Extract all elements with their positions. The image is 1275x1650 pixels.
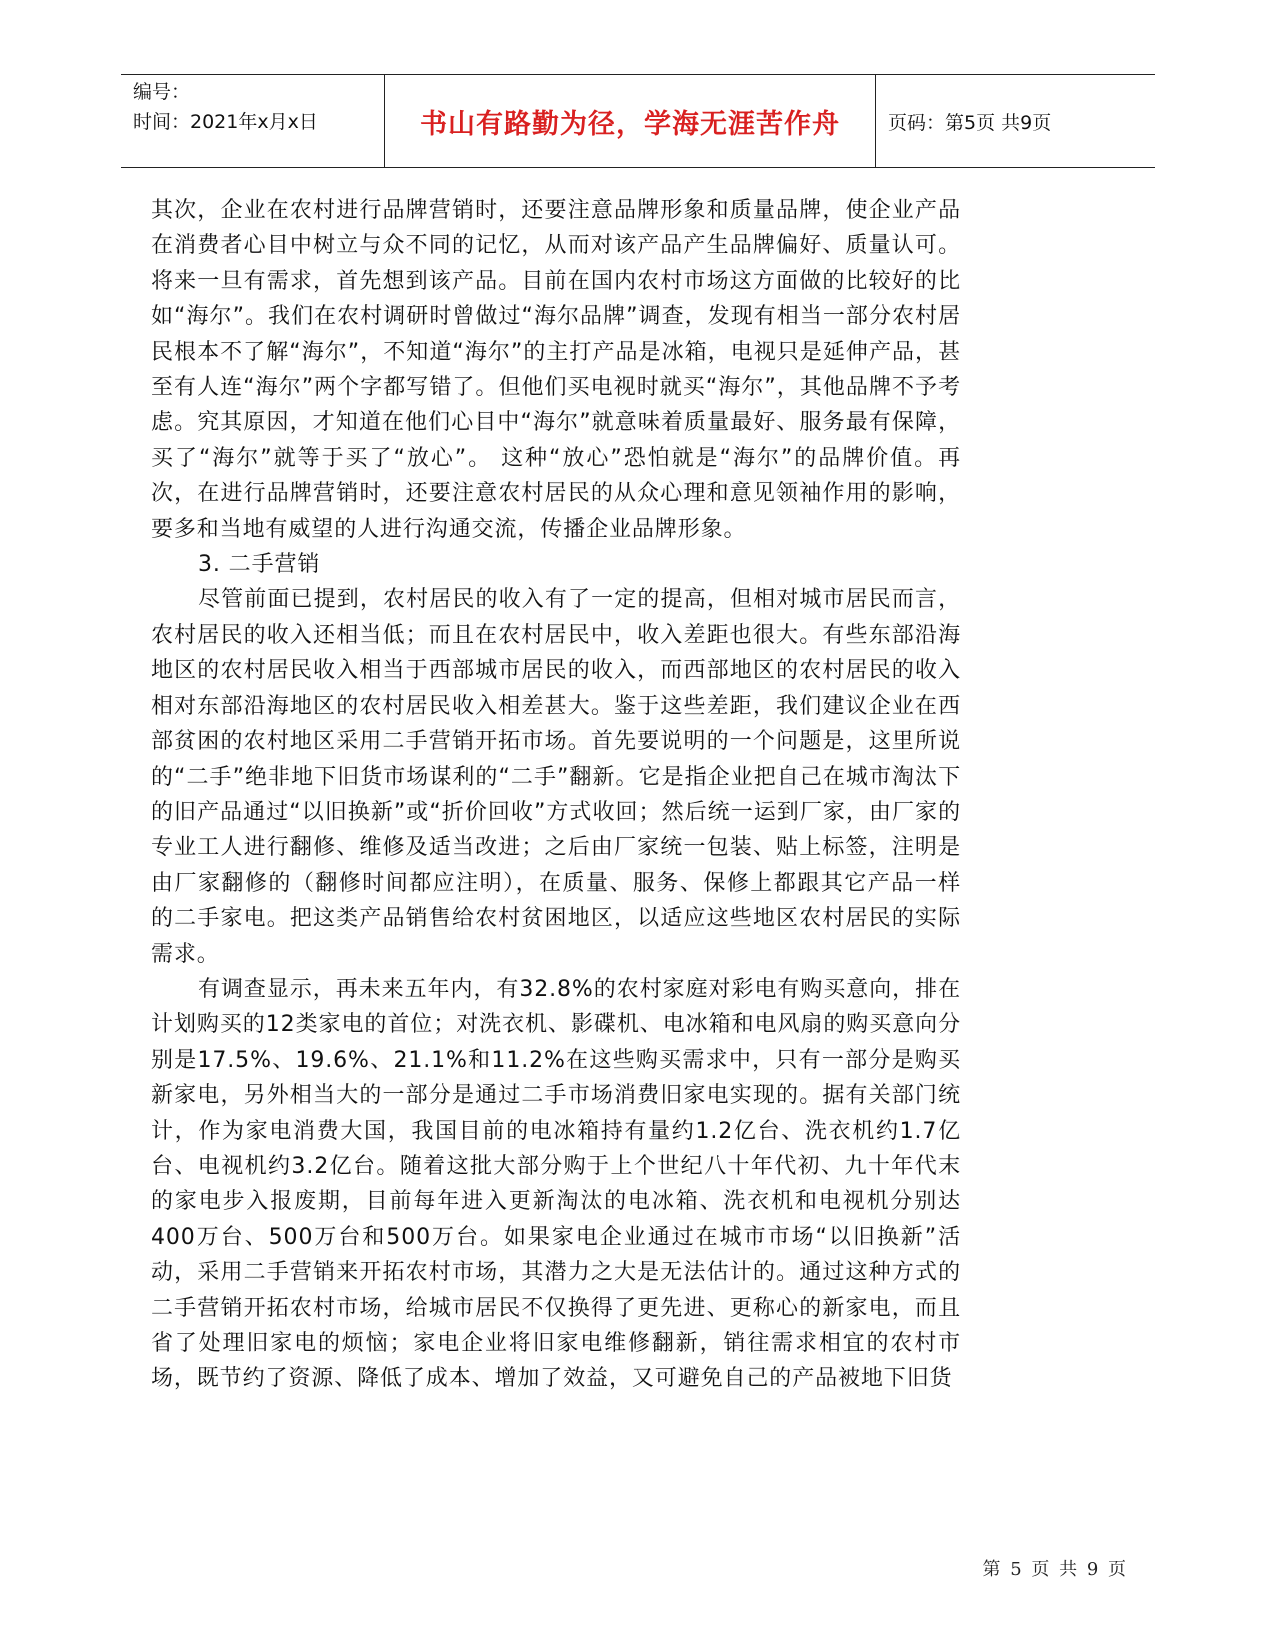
header-page-cell [876,75,1155,167]
document-number-label: 编号： [133,81,191,103]
paragraph-second-hand-marketing: 尽管前面已提到，农村居民的收入有了一定的提高，但相对城市居民而言，农村居民的收入还相当低；而且在农村居民中，收入差距也很大。有些东部沿海地区的农村居民收入相当于西部城市居民的收入，而西部地区的农村居民的收入相对东部沿海地区的农村居民收入相差甚大。鉴于这些差距，我们建议企业在西部贫困的农村地区采用二手营销开拓市场。首先要说明的一个问题是，这里所说的“二手”绝非地下旧货市场谋利的“二手”翻新。它是指企业把自己在城市淘汰下的旧产品通过“以旧换新”或“折价回收”方式收回；然后统一运到厂家，由厂家的专业工人进行翻修、维修及适当改进；之后由厂家统一包装、贴上标签，注明是由厂家翻修的（翻修时间都应注明），在质量、服务、保修上都跟其它产品一样的二手家电。把这类产品销售给农村贫困地区，以适应这些地区农村居民的实际需求。 [151,587,961,967]
page-footer: 第 5 页 共 9 页 [982,1559,1128,1580]
header-meta-cell [121,75,385,167]
paragraph-survey-data: 有调查显示，再未来五年内，有32.8%的农村家庭对彩电有购买意向，排在计划购买的12类家电的首位；对洗衣机、影碟机、电冰箱和电风扇的购买意向分别是17.5%、19.6%、21.1%和11.2%在这些购买需求中，只有一部分是购买新家电，另外相当大的一部分是通过二手市场消费旧家电实现的。据有关部门统计，作为家电消费大国，我国目前的电冰箱持有量约1.2亿台、洗衣机约1.7亿台、电视机约3.2亿台。随着这批大部分购于上个世纪八十年代初、九十年代末的家电步入报废期，目前每年进入更新淘汰的电冰箱、洗衣机和电视机分别达400万台、500万台和500万台。如果家电企业通过在城市市场“以旧换新”活动，采用二手营销来开拓农村市场，其潜力之大是无法估计的。通过这种方式的二手营销开拓农村市场，给城市居民不仅换得了更先进、更称心的新家电，而且省了处理旧家电的烦恼；家电企业将旧家电维修翻新，销往需求相宜的农村市场，既节约了资源、降低了成本、增加了效益，又可避免自己的产品被地下旧货 [151,976,961,1392]
paragraph-brand-marketing: 其次，企业在农村进行品牌营销时，还要注意品牌形象和质量品牌，使企业产品在消费者心目中树立与众不同的记忆，从而对该产品产生品牌偏好、质量认可。将来一旦有需求，首先想到该产品。目前在国内农村市场这方面做的比较好的比如“海尔”。我们在农村调研时曾做过“海尔品牌”调查，发现有相当一部分农村居民根本不了解“海尔”，不知道“海尔”的主打产品是冰箱，电视只是延伸产品，甚至有人连“海尔”两个字都写错了。但他们买电视时就买“海尔”，其他品牌不予考虑。究其原因，才知道在他们心目中“海尔”就意味着质量最好、服务最有保障，买了“海尔”就等于买了“放心”。 这种“放心”恐怕就是“海尔”的品牌价值。再次，在进行品牌营销时，还要注意农村居民的从众心理和意见领袖作用的影响，要多和当地有威望的人进行沟通交流，传播企业品牌形象。 [151,198,961,542]
header-motto: 书山有路勤为径，学海无涯苦作舟 [420,108,840,140]
document-body [151,193,961,1397]
document-time-label: 时间：2021年x月x日 [133,111,318,133]
document-header [121,74,1155,168]
header-motto-cell [385,75,876,167]
section-heading: 3. 二手营销 [198,552,321,578]
header-page-label: 页码：第5页 共9页 [888,111,1052,134]
